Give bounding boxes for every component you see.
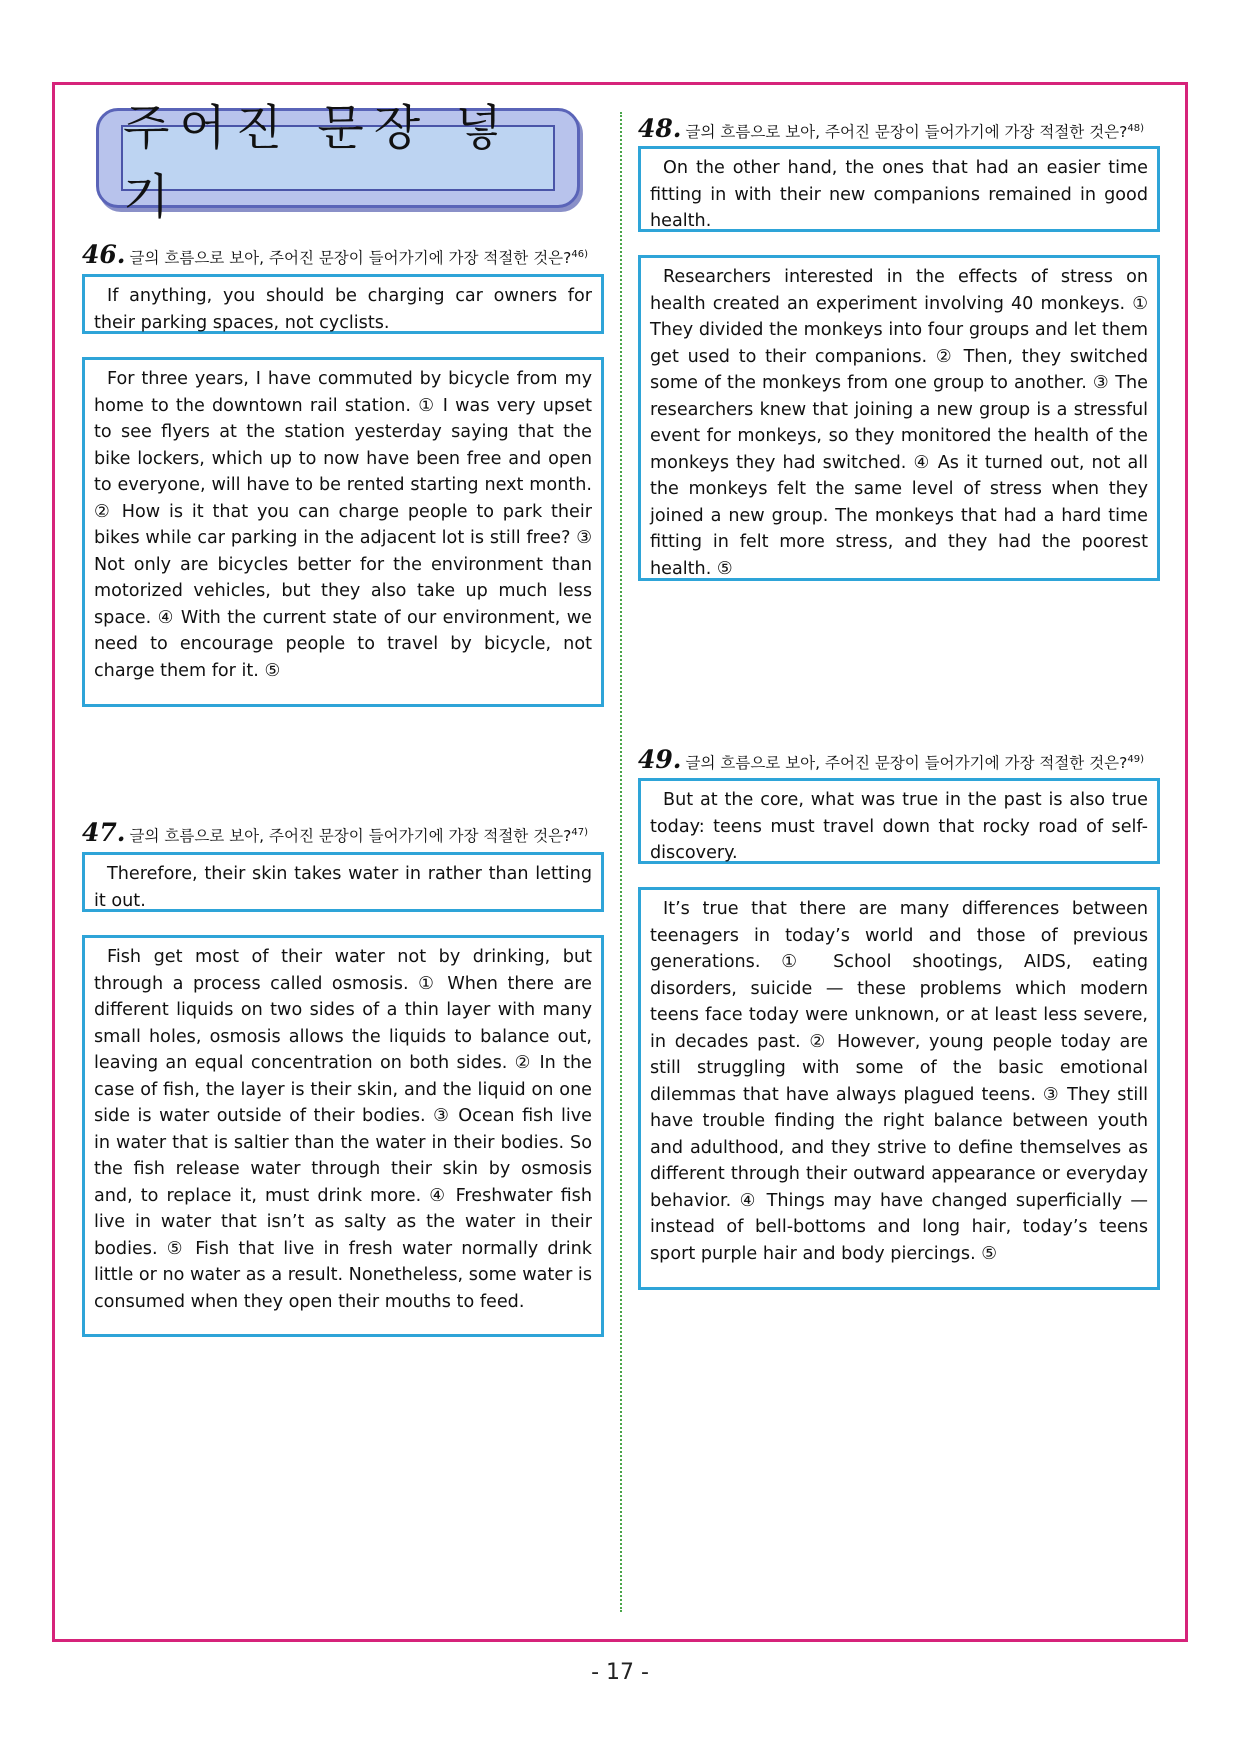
question-number: 48.	[638, 114, 682, 143]
page-number: - 17 -	[591, 1660, 649, 1685]
question-instruction: 글의 흐름으로 보아, 주어진 문장이 들어가기에 가장 적절한 것은?	[685, 754, 1128, 772]
section-title: 주어진 문장 넣기	[121, 125, 555, 191]
question-number: 47.	[82, 818, 126, 847]
question-number: 49.	[638, 745, 682, 774]
passage-box: It’s true that there are many differences between teenagers in today’s world and those of previous generations. ① School shootings, AIDS, eating disorders, suicide — these problems which modern teens face today were unknown, or at least less severe, in decades past. ② However, young people today are still struggling with some of the basic emotional dilemmas that have always plagued teens. ③ They still have trouble finding the right balance between youth and adulthood, and they strive to define themselves as different through their outward appearance or everyday behavior. ④ Things may have changed superficially — instead of bell-bottoms and long hair, today’s teens sport purple hair and body piercings. ⑤	[638, 887, 1160, 1290]
column-divider	[620, 112, 622, 1612]
given-sentence-box: On the other hand, the ones that had an easier time fitting in with their new companions remained in good health.	[638, 146, 1160, 232]
passage-box: Researchers interested in the effects of stress on health created an experiment involving 40 monkeys. ① They divided the monkeys into four groups and let them get used to their companions. ② Then, they switched some of the monkeys from one group to another. ③ The researchers knew that joining a new group is a stressful event for monkeys, so they monitored the health of the monkeys they had switched. ④ As it turned out, not all the monkeys felt the same level of stress when they joined a new group. The monkeys that had a hard time fitting in felt more stress, and they had the poorest health. ⑤	[638, 255, 1160, 581]
footnote-ref: 48)	[1127, 122, 1145, 134]
question-instruction: 글의 흐름으로 보아, 주어진 문장이 들어가기에 가장 적절한 것은?	[685, 123, 1128, 141]
passage-box: Fish get most of their water not by drinking, but through a process called osmosis. ① When there are different liquids on two sides of a thin layer with many small holes, osmosis allows the liquids to balance out, leaving an equal concentration on both sides. ② In the case of fish, the layer is their skin, and the liquid on one side is water outside of their bodies. ③ Ocean fish live in water that is saltier than the water in their bodies. So the fish release water through their skin by osmosis and, to replace it, must drink more. ④ Freshwater fish live in water that isn’t as salty as the water in their bodies. ⑤ Fish that live in fresh water normally drink little or no water as a result. Nonetheless, some water is consumed when they open their mouths to feed.	[82, 935, 604, 1337]
question-48-header	[638, 114, 1144, 143]
section-title-banner	[96, 100, 580, 225]
footnote-ref: 49)	[1127, 753, 1145, 765]
passage-box: For three years, I have commuted by bicycle from my home to the downtown rail station. ① I was very upset to see flyers at the station yesterday saying that the bike lockers, which up to now have been free and open to everyone, will have to be rented starting next month. ② How is it that you can charge people to park their bikes while car parking in the adjacent lot is still free? ③ Not only are bicycles better for the environment than motorized vehicles, but they also take up much less space. ④ With the current state of our environment, we need to encourage people to travel by bicycle, not charge them for it. ⑤	[82, 357, 604, 707]
question-instruction: 글의 흐름으로 보아, 주어진 문장이 들어가기에 가장 적절한 것은?	[129, 827, 572, 845]
question-number: 46.	[82, 240, 126, 269]
question-47-header	[82, 818, 588, 847]
given-sentence-box: Therefore, their skin takes water in rather than letting it out.	[82, 852, 604, 912]
given-sentence-box: But at the core, what was true in the past is also true today: teens must travel down that rocky road of self-discovery.	[638, 778, 1160, 864]
question-49-header	[638, 745, 1144, 774]
question-46-header	[82, 240, 588, 269]
footnote-ref: 47)	[571, 826, 589, 838]
given-sentence-box: If anything, you should be charging car owners for their parking spaces, not cyclists.	[82, 274, 604, 334]
footnote-ref: 46)	[571, 248, 589, 260]
question-instruction: 글의 흐름으로 보아, 주어진 문장이 들어가기에 가장 적절한 것은?	[129, 249, 572, 267]
